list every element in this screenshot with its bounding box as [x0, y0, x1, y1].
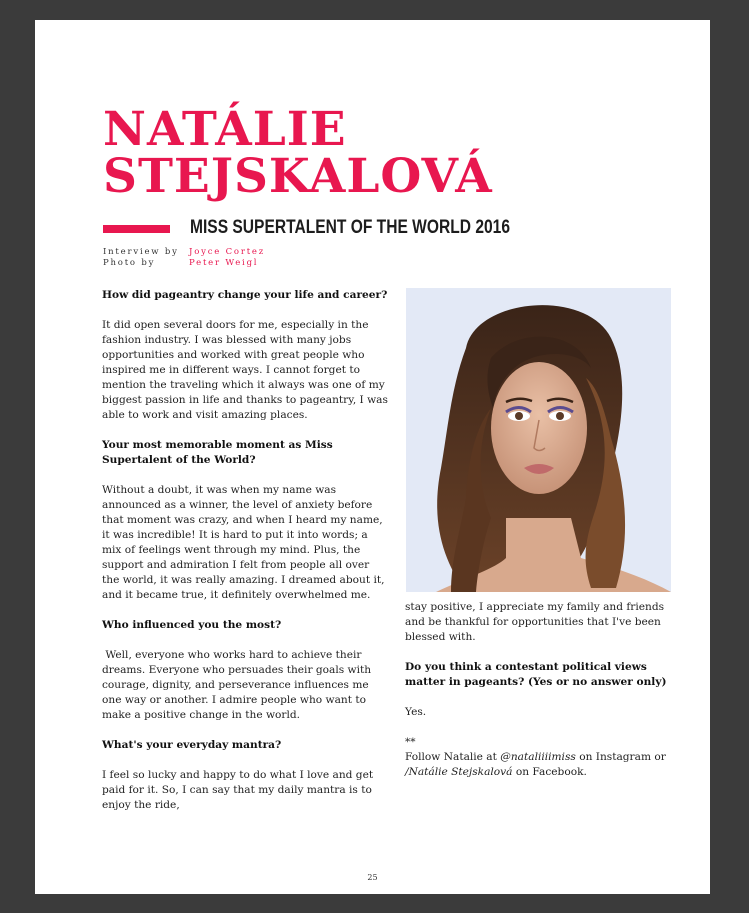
answer-5: Yes. [405, 706, 427, 718]
photo-by-label: Photo by [103, 258, 156, 268]
separator: ** [405, 736, 416, 748]
title-last-name: STEJSKALOVÁ [103, 149, 493, 204]
question-3: Who influenced you the most? [102, 619, 282, 631]
instagram-handle[interactable]: @nataliiiimiss [500, 751, 576, 763]
magazine-page [35, 20, 710, 894]
left-column [102, 288, 388, 828]
credits [103, 247, 265, 269]
question-2: Your most memorable moment as Miss Supertalent of the World? [102, 439, 333, 466]
accent-bar [103, 225, 170, 233]
answer-2: Without a doubt, it was when my name was announced as a winner, the level of anxiety before that moment was crazy, and when I heard my name, it was incredible! It is hard to put it into words; a mix of feelings went through my mind. Plus, the support and admiration I felt from people all over the world, it was really amazing. I dreamed about it, and it became true, it definitely overwhelmed me. [102, 484, 385, 601]
question-4: What's your everyday mantra? [102, 739, 282, 751]
page-number: 25 [367, 873, 378, 882]
portrait-photo [406, 288, 671, 592]
interviewer-name: Joyce Cortez [189, 247, 266, 257]
page-title [103, 102, 493, 204]
follow-prefix: Follow Natalie at [405, 751, 501, 763]
portrait-illustration [406, 288, 671, 592]
answer-4-part-2: stay positive, I appreciate my family and friends and be thankful for opportunities that I've been blessed with. [405, 601, 665, 643]
answer-1: It did open several doors for me, especially in the fashion industry. I was blessed with many jobs opportunities and worked with great people who inspired me in different ways. I cannot forget to mention the traveling which it always was one of my biggest passion in life and thanks to pageantry, I was able to work and visit amazing places. [102, 319, 388, 421]
follow-suffix: on Facebook. [512, 766, 587, 778]
facebook-handle[interactable]: /Natálie Stejskalová [405, 766, 513, 778]
question-5: Do you think a contestant political views matter in pageants? (Yes or no answer only) [405, 661, 667, 688]
follow-block [405, 735, 685, 780]
title-first-name: NATÁLIE [103, 102, 347, 157]
question-1: How did pageantry change your life and career? [102, 289, 388, 301]
answer-3: Well, everyone who works hard to achieve their dreams. Everyone who persuades their goals with courage, dignity, and perseverance influences me one way or another. I admire people who want to make a positive change in the world. [102, 649, 375, 721]
interview-by-label: Interview by [103, 247, 179, 257]
answer-4-part-1: I feel so lucky and happy to do what I love and get paid for it. So, I can say that my daily mantra is to enjoy the ride, [102, 769, 374, 811]
right-column [405, 600, 685, 780]
subtitle: MISS SUPERTALENT OF THE WORLD 2016 [190, 217, 511, 238]
follow-middle: on Instagram or [575, 751, 666, 763]
photographer-name: Peter Weigl [189, 258, 259, 268]
